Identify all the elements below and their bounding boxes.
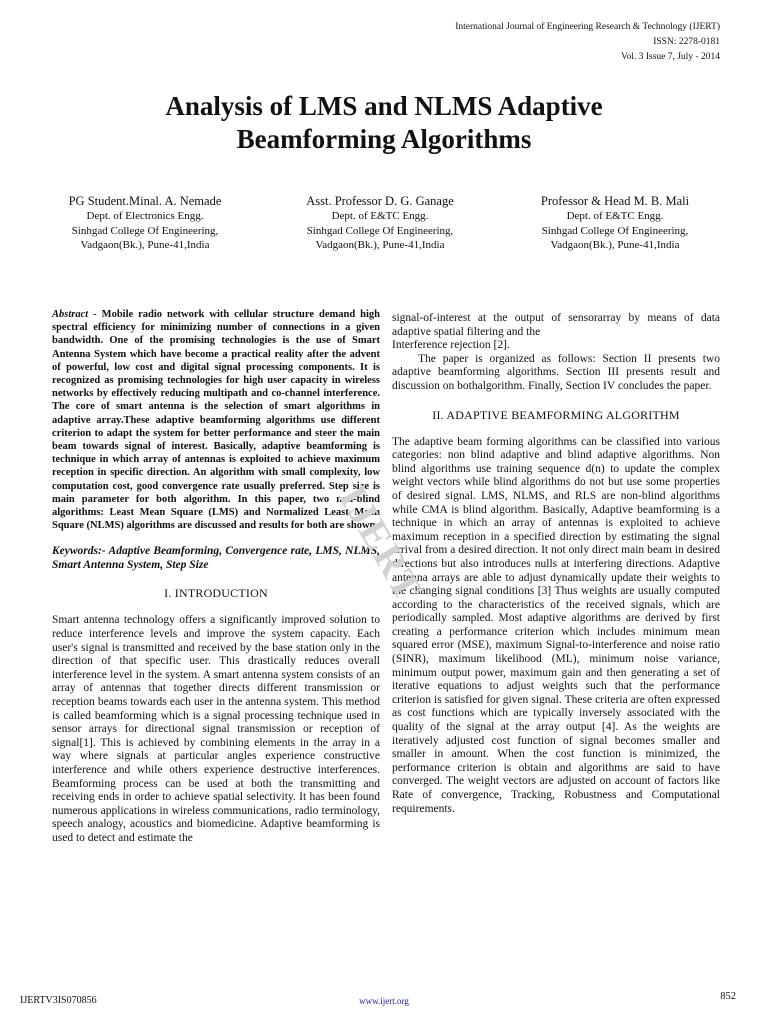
introduction-text: Smart antenna technology offers a significantly improved solution to reduce interference levels and improve the system capacity. Each user's signal is transmitted and received by the base station only in the direction of that specific user. This drastically reduces overall interference level in the system. A smart antenna system consists of an array of antennas that together directs different transmission or reception beams towards each user in the antenna system. This method is called beamforming which is a signal processing technique used in sensor arrays for directional signal transmission or reception of signal[1]. This is achieved by combining elements in the array in a way where signals at particular angles experience constructive interference and while others experience destructive interferences. Beamforming process can be used at both the transmitting and receiving ends in order to achieve spatial selectivity. It has been found numerous applications in wireless communications, radio terminology, speech analogy, acoustics and biomedicine. Adaptive beamforming is used to detect and estimate the bbox=[52, 614, 380, 844]
author-college: Sinhgad College Of Engineering, bbox=[71, 224, 219, 237]
author-dept: Dept. of Electronics Engg. bbox=[86, 210, 204, 222]
page-number: 852 bbox=[720, 991, 736, 1002]
author-1 bbox=[30, 193, 260, 253]
author-name: PG Student.Minal. A. Nemade bbox=[68, 194, 222, 208]
author-2 bbox=[265, 193, 495, 253]
author-dept: Dept. of E&TC Engg. bbox=[331, 210, 429, 222]
journal-header bbox=[455, 20, 720, 65]
journal-volume: Vol. 3 Issue 7, July - 2014 bbox=[620, 52, 720, 62]
author-name: Asst. Professor D. G. Ganage bbox=[306, 194, 454, 208]
section-heading-adaptive-beamforming: II. ADAPTIVE BEAMFORMING ALGORITHM bbox=[432, 407, 680, 422]
right-column bbox=[392, 312, 720, 816]
organization-paragraph: The paper is organized as follows: Section II presents two adaptive beamforming algorithms. Section III presents result and discussion on bothalgorithm. Finally, Section IV concludes the paper. bbox=[392, 352, 720, 392]
author-dept: Dept. of E&TC Engg. bbox=[566, 210, 664, 222]
adaptive-beamforming-text: The adaptive beam forming algorithms can be classified into various categories: non blind adaptive and blind adaptive algorithms. Non blind algorithms use training sequence d(n) to update the complex weight vectors while blind algorithms do not but use some properties of desired signal. LMS, NLMS, and RLS are non-blind algorithms while CMA is blind algorithm. Basically, Adaptive beamforming is a technique in which an array of antennas is exploited to achieve maximum reception in a specified direction by estimating the signal arrival from a desired direction. It not only direct main beam in desired directions but also introduces nulls at interfering directions. Adaptive antenna arrays are able to adjust dynamically update their weights to the changing signal conditions [3] Thus weights are usually computed according to the characteristics of the received signals, which are periodically sampled. Most adaptive algorithms are derived by first creating a performance criterion which includes minimum mean squared error (MSE), maximum Signal-to-interference and noise ratio (SINR), maximum likelihood (ML), minimum noise variance, minimum output power, maximum gain and then generating a set of iterative equations to adjust weights such that the performance criterion is satisfied for given signal. These criteria are often expressed as cost functions which are typically inversely associated with the quality of the signal at the array output [4]. As the weights are iteratively adjusted cost function of signal becomes smaller and smaller in amount. When the cost function is minimized, the performance criterion is obtain and algorithms are said to have converged. The weight vectors are adjusted on account of factors like Rate of convergence, Tracking, Robustness and Computational requirements. bbox=[392, 435, 720, 815]
left-column bbox=[52, 308, 380, 846]
author-address: Vadgaon(Bk.), Pune-41,India bbox=[315, 239, 445, 251]
section-heading-introduction: I. INTRODUCTION bbox=[164, 586, 268, 601]
continued-text-2: Interference rejection [2]. bbox=[392, 339, 510, 352]
author-college: Sinhgad College Of Engineering, bbox=[306, 224, 454, 237]
journal-issn: ISSN: 2278-0181 bbox=[653, 37, 720, 47]
author-block bbox=[30, 193, 730, 253]
keywords: Keywords:- Adaptive Beamforming, Convergence rate, LMS, NLMS, Smart Antenna System, Step Size bbox=[52, 545, 380, 572]
paper-title-line-1: Analysis of LMS and NLMS Adaptive bbox=[165, 91, 603, 121]
abstract-text: Mobile radio network with cellular structure demand high spectral efficiency for minimizing number of connections in a given bandwidth. One of the promising technologies is the use of Smart Antenna System which have become a practical reality after the advent of powerful, low cost and digital signal processing components. It is recognized as promising technologies for high user capacity in wireless networks by effectively reducing multipath and co-channel interference. The core of smart antenna is the selection of smart algorithms in adaptive array.These adaptive beamforming algorithms use different criterion to adapt the system for better performance and steer the main beam towards signal of interest. Basically, adaptive beamforming is technique in which array of antennas is exploited to achieve maximum reception in specific direction. An algorithm with small complexity, low computation cost, good convergence rate usually preferred. Step size is main parameter for both algorithm. In this paper, two non-blind algorithms: Least Mean Square (LMS) and Normalized Least Mean Square (NLMS) algorithms are discussed and results for both are shown. bbox=[52, 309, 381, 532]
continued-text: signal-of-interest at the output of sensorarray by means of data adaptive spatial filtering and the bbox=[392, 312, 720, 338]
author-address: Vadgaon(Bk.), Pune-41,India bbox=[550, 239, 680, 251]
abstract-label: Abstract - bbox=[52, 309, 97, 320]
footer-url[interactable]: www.ijert.org bbox=[359, 996, 409, 1006]
paper-title-line-2: Beamforming Algorithms bbox=[236, 124, 532, 154]
paper-title bbox=[0, 90, 768, 156]
watermark: IJERT bbox=[330, 477, 433, 610]
footer-paper-id: IJERTV3IS070856 bbox=[20, 995, 97, 1006]
author-name: Professor & Head M. B. Mali bbox=[540, 194, 690, 208]
journal-name: International Journal of Engineering Research & Technology (IJERT) bbox=[455, 22, 720, 32]
author-college: Sinhgad College Of Engineering, bbox=[541, 224, 689, 237]
author-address: Vadgaon(Bk.), Pune-41,India bbox=[80, 239, 210, 251]
author-3 bbox=[500, 193, 730, 253]
